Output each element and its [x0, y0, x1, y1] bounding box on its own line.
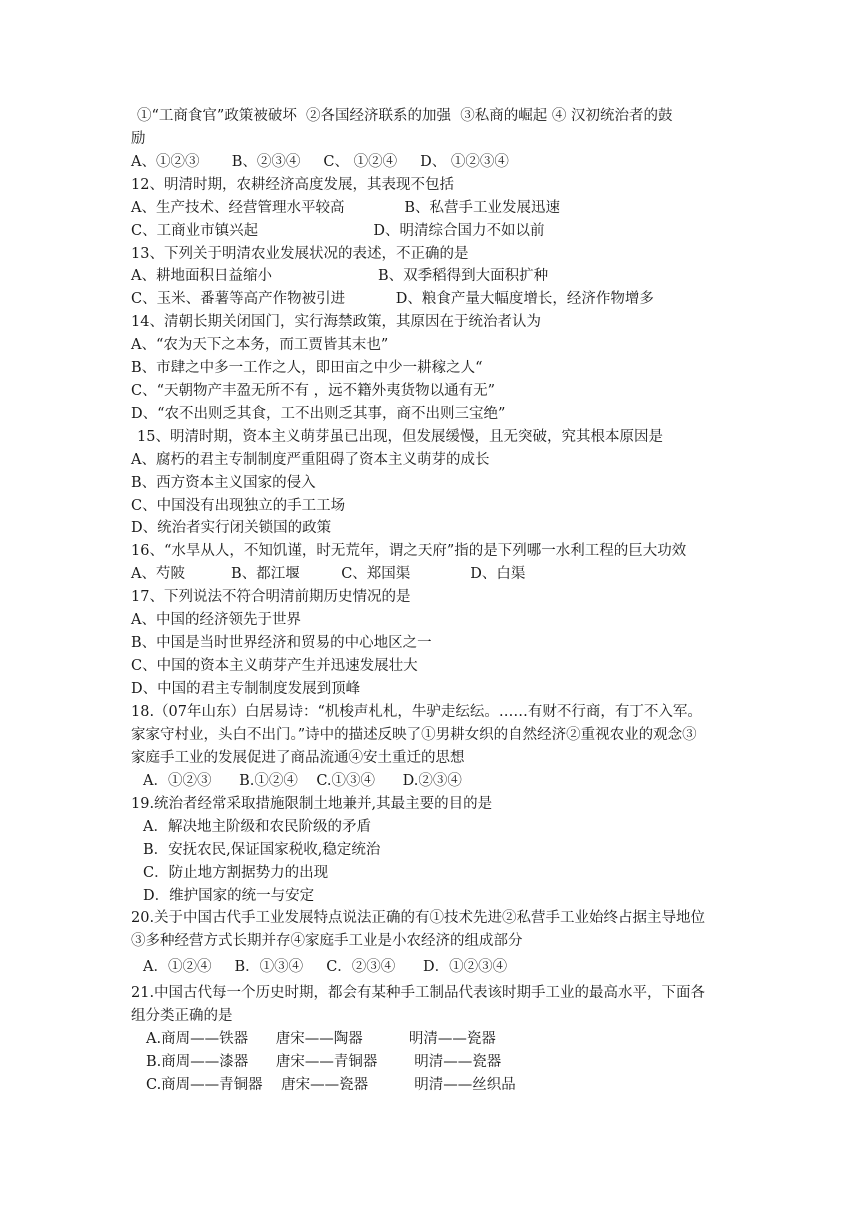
text-line: A、中国的经济领先于世界 — [131, 612, 301, 628]
question-stem: 18.（07年山东）白居易诗：“机梭声札札，牛驴走纭纭。……有财不行商，有丁不入军。 — [131, 704, 702, 720]
text-line: D．维护国家的统一与安定 — [143, 888, 315, 904]
text-line: A、芍陂 B、都江堰 C、郑国渠 D、白渠 — [131, 566, 526, 582]
text-line: C、“天朝物产丰盈无所不有 ，远不籍外夷货物以通有无” — [131, 383, 496, 399]
question-stem: 17、下列说法不符合明清前期历史情况的是 — [131, 589, 411, 605]
text-line: 励 — [131, 131, 146, 147]
question-stem: 15、明清时期，资本主义萌芽虽已出现，但发展缓慢，且无突破，究其根本原因是 — [137, 429, 663, 445]
text-line: C、工商业市镇兴起 D、明清综合国力不如以前 — [131, 223, 545, 239]
text-line: A、生产技术、经营管理水平较高 B、私营手工业发展迅速 — [131, 200, 561, 216]
text-line: ①“工商食官”政策被破坏 ②各国经济联系的加强 ③私商的崛起 ④ 汉初统治者的鼓 — [137, 108, 673, 124]
text-line: A.商周——铁器 唐宋——陶器 明清——瓷器 — [146, 1031, 496, 1047]
text-line: C.商周——青铜器 唐宋——瓷器 明清——丝织品 — [146, 1077, 516, 1093]
text-line: A、“农为天下之本务，而工贾皆其末也” — [131, 337, 389, 353]
question-stem: 16、“水旱从人，不知饥谨，时无荒年，谓之天府”指的是下列哪一水利工程的巨大功效 — [131, 543, 687, 559]
text-line: A．①②③ B.①②④ C.①③④ D.②③④ — [143, 773, 462, 789]
text-line: D、“农不出则乏其食，工不出则乏其事，商不出则三宝绝” — [131, 406, 506, 422]
question-stem: 12、明清时期，农耕经济高度发展，其表现不包括 — [131, 177, 454, 193]
text-line: A．解决地主阶级和农民阶级的矛盾 — [143, 819, 371, 835]
question-stem: 14、清朝长期关闭国门，实行海禁政策，其原因在于统治者认为 — [131, 314, 541, 330]
question-stem: 13、下列关于明清农业发展状况的表述，不正确的是 — [131, 246, 469, 262]
text-line: C．防止地方割据势力的出现 — [143, 865, 329, 881]
text-line: C、中国没有出现独立的手工工场 — [131, 498, 346, 514]
text-line: D、中国的君主专制制度发展到顶峰 — [131, 681, 361, 697]
text-line: B、中国是当时世界经济和贸易的中心地区之一 — [131, 635, 432, 651]
text-line: D、统治者实行闭关锁国的政策 — [131, 520, 332, 536]
text-line: 组分类正确的是 — [131, 1008, 233, 1024]
text-line: B、市肆之中多一工作之人，即田亩之中少一耕稼之人“ — [131, 360, 483, 376]
text-line: B.商周——漆器 唐宋——青铜器 明清——瓷器 — [146, 1054, 502, 1070]
text-line: B、西方资本主义国家的侵入 — [131, 475, 316, 491]
text-line: A．①②④ B．①③④ C．②③④ D．①②③④ — [143, 959, 508, 975]
text-line: 家家守村业，头白不出门。”诗中的描述反映了①男耕女织的自然经济②重视农业的观念③ — [131, 727, 697, 743]
question-stem: 19.统治者经常采取措施限制土地兼并,其最主要的目的是 — [131, 796, 493, 812]
text-line: B．安抚农民,保证国家税收,稳定统治 — [143, 842, 381, 858]
text-line: C、中国的资本主义萌芽产生并迅速发展壮大 — [131, 658, 418, 674]
text-line: A、①②③ B、②③④ C、 ①②④ D、 ①②③④ — [131, 154, 509, 170]
question-stem: 20.关于中国古代手工业发展特点说法正确的有①技术先进②私营手工业始终占据主导地位 — [131, 910, 706, 926]
text-line: C、玉米、番薯等高产作物被引进 D、粮食产量大幅度增长，经济作物增多 — [131, 291, 654, 307]
text-line: ③多种经营方式长期并存④家庭手工业是小农经济的组成部分 — [131, 933, 523, 949]
question-stem: 21.中国古代每一个历史时期，都会有某种手工制品代表该时期手工业的最高水平，下面各 — [131, 985, 706, 1001]
text-line: A、耕地面积日益缩小 B、双季稻得到大面积扩种 — [131, 268, 549, 284]
text-line: A、腐朽的君主专制制度严重阻碍了资本主义萌芽的成长 — [131, 452, 490, 468]
text-line: 家庭手工业的发展促进了商品流通④安土重迁的思想 — [131, 750, 465, 766]
